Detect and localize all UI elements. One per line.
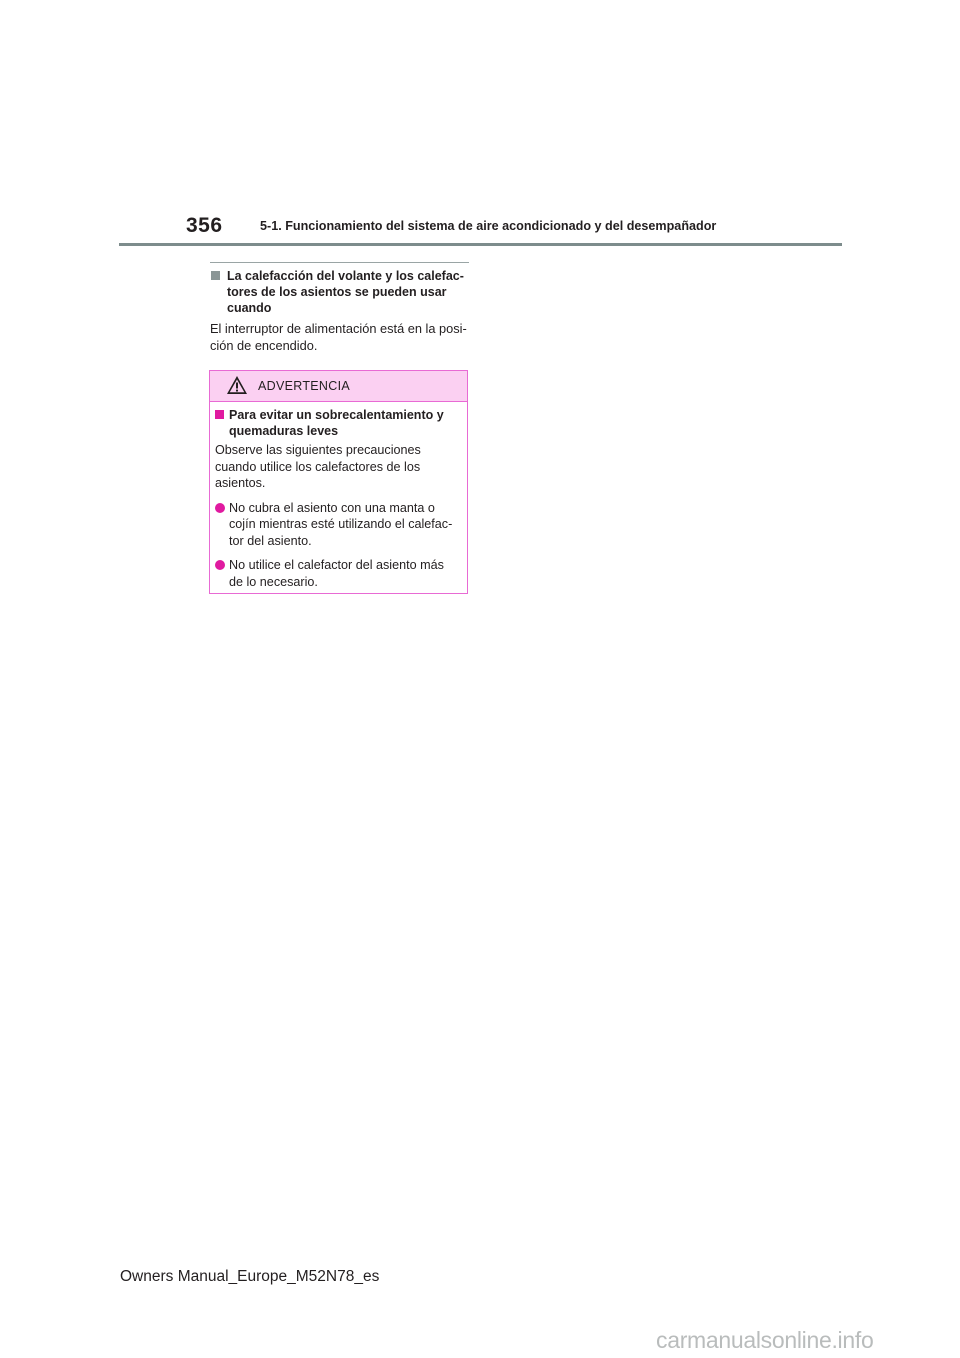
warning-bullet [215,500,461,550]
circle-bullet-icon [215,503,225,513]
warning-heading-line: Para evitar un sobrecalentamiento y [229,408,444,422]
warning-box [209,370,468,594]
footer-text: Owners Manual_Europe_M52N78_es [120,1268,380,1285]
topic-section [210,262,469,354]
topic-body-line: El interruptor de alimentación está en la posi- [210,321,467,336]
header-rule [119,243,842,246]
warning-header [210,371,467,402]
square-bullet-icon [215,410,224,419]
warning-text-line: cuando utilice los calefactores de los [215,459,421,474]
topic-heading-line: La calefacción del volante y los calefac- [227,269,464,283]
warning-text [215,442,461,492]
topic-heading [210,268,469,316]
bullet-line: No cubra el asiento con una manta o [229,500,435,515]
topic-rule [210,262,469,263]
bullet-line: No utilice el calefactor del asiento más [229,558,444,572]
topic-heading-line: cuando [227,301,272,315]
bullet-line: de lo necesario. [229,574,318,589]
bullet-line: tor del asiento. [229,533,312,548]
warning-triangle-icon [226,375,248,395]
warning-body [210,402,467,590]
square-bullet-icon [211,271,220,280]
warning-text-line: asientos. [215,476,266,490]
circle-bullet-icon [215,560,225,570]
topic-body [210,321,469,354]
topic-heading-line: tores de los asientos se pueden usar [227,285,447,299]
warning-heading [215,407,461,439]
warning-title: ADVERTENCIA [258,379,350,393]
warning-bullet [215,557,461,590]
watermark: carmanualsonline.info [656,1327,874,1353]
page-number: 356 [186,214,223,237]
warning-heading-line: quemaduras leves [229,424,339,438]
topic-body-line: ción de encendido. [210,337,318,353]
bullet-line: cojín mientras esté utilizando el calefac- [229,517,453,531]
section-title: 5-1. Funcionamiento del sistema de aire acondicionado y del desempañador [260,219,717,233]
warning-text-line: Observe las siguientes precauciones [215,443,421,457]
